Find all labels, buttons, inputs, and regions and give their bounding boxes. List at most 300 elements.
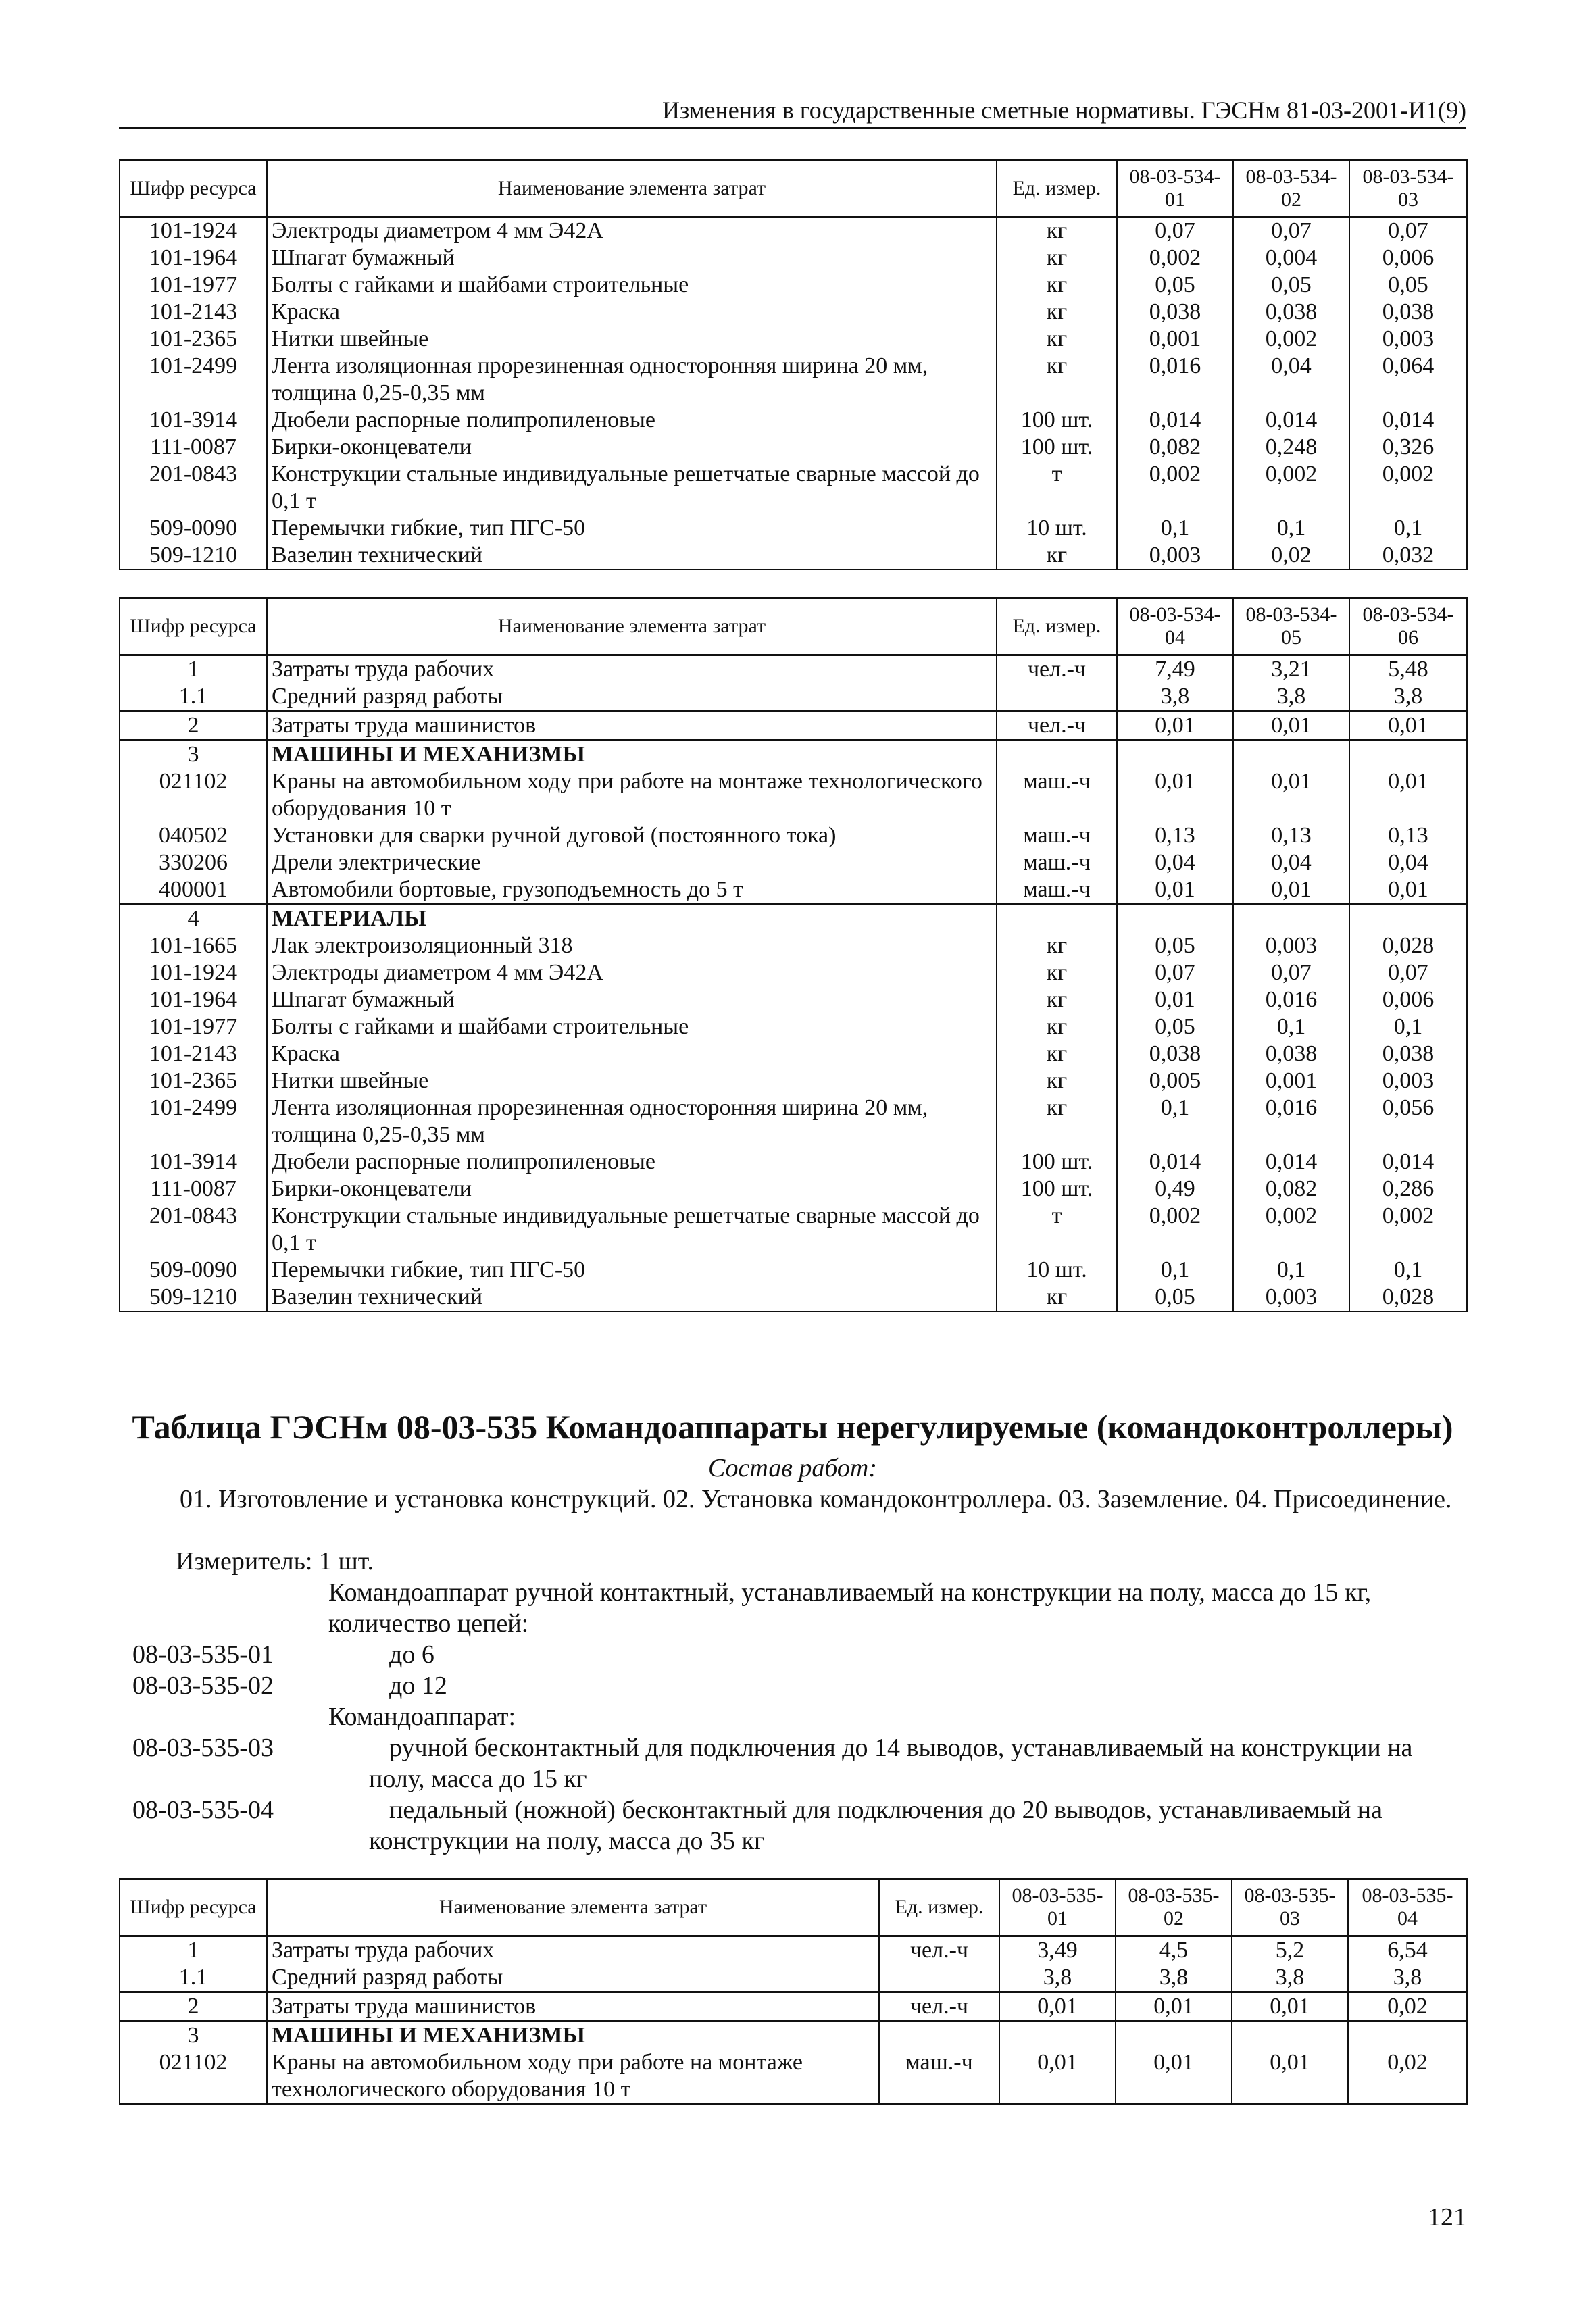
- row-code: 101-3914: [120, 1149, 267, 1176]
- row-name: Болты с гайками и шайбами строительные: [267, 272, 997, 299]
- header-code: Шифр ресурса: [120, 1879, 267, 1936]
- row-code: 1.1: [120, 683, 267, 711]
- row-unit: кг: [997, 542, 1117, 570]
- row-unit: кг: [997, 1095, 1117, 1149]
- row-value-1: 0,05: [1117, 932, 1233, 959]
- row-value-3: 0,326: [1349, 434, 1467, 461]
- row-name: МАТЕРИАЛЫ: [267, 904, 997, 932]
- row-name: Краны на автомобильном ходу при работе на монтаже технологического оборудования 10 т: [267, 2049, 879, 2104]
- row-name: Затраты труда машинистов: [267, 1992, 879, 2021]
- table-row: [120, 1149, 1467, 1176]
- row-code: 101-2365: [120, 1067, 267, 1095]
- table-row: [120, 272, 1467, 299]
- row-code: 201-0843: [120, 461, 267, 515]
- row-value-2: [1116, 2021, 1232, 2049]
- row-name: Затраты труда рабочих: [267, 655, 997, 683]
- row-value-2: 0,003: [1233, 1284, 1349, 1311]
- table-row: [120, 711, 1467, 740]
- row-unit: кг: [997, 217, 1117, 245]
- row-value-4: [1348, 2021, 1467, 2049]
- row-name: Нитки швейные: [267, 326, 997, 353]
- row-code: 101-2143: [120, 1040, 267, 1067]
- row-value-1: [999, 2021, 1116, 2049]
- row-code: 509-1210: [120, 542, 267, 570]
- row-code: 2: [120, 1992, 267, 2021]
- table-row: [120, 1936, 1467, 1964]
- row-value-1: 0,002: [1117, 245, 1233, 272]
- code-08-03-535-04: 08-03-535-04: [132, 1796, 274, 1824]
- row-unit: [879, 2021, 999, 2049]
- row-value-1: 0,01: [999, 1992, 1116, 2021]
- row-value-2: 0,01: [1233, 876, 1349, 905]
- row-code: 1: [120, 655, 267, 683]
- row-value-2: 0,038: [1233, 1040, 1349, 1067]
- header-name: Наименование элемента затрат: [267, 160, 997, 217]
- code-08-03-535-03: 08-03-535-03: [132, 1734, 274, 1762]
- header-col-2: 08-03-534-05: [1233, 598, 1349, 655]
- table-row: [120, 217, 1467, 245]
- row-value-3: 0,003: [1349, 326, 1467, 353]
- header-col-3: 08-03-534-06: [1349, 598, 1467, 655]
- composition-title: Состав работ:: [707, 1454, 878, 1482]
- row-code: 3: [120, 740, 267, 768]
- row-value-3: 5,2: [1232, 1936, 1348, 1964]
- row-value-3: 0,1: [1349, 515, 1467, 542]
- row-code: 2: [120, 711, 267, 740]
- table-row: [120, 353, 1467, 407]
- row-name: Вазелин технический: [267, 542, 997, 570]
- row-value-1: 3,8: [999, 1964, 1116, 1992]
- table-row: [120, 1284, 1467, 1311]
- row-unit: маш.-ч: [997, 876, 1117, 905]
- row-name: Дрели электрические: [267, 849, 997, 876]
- row-name: Перемычки гибкие, тип ПГС-50: [267, 1257, 997, 1284]
- row-name: Средний разряд работы: [267, 683, 997, 711]
- row-code: 400001: [120, 876, 267, 905]
- row-value-3: 0,014: [1349, 407, 1467, 434]
- row-code: 021102: [120, 768, 267, 822]
- row-value-3: [1232, 2021, 1348, 2049]
- table-row: [120, 299, 1467, 326]
- row-value-4: 0,02: [1348, 1992, 1467, 2021]
- row-value-3: 0,01: [1349, 768, 1467, 822]
- row-value-3: [1349, 740, 1467, 768]
- row-value-1: 0,005: [1117, 1067, 1233, 1095]
- row-value-2: 0,004: [1233, 245, 1349, 272]
- row-name: Вазелин технический: [267, 1284, 997, 1311]
- row-value-2: 0,01: [1116, 2049, 1232, 2104]
- table-row: [120, 2049, 1467, 2104]
- row-name: Установки для сварки ручной дуговой (постоянного тока): [267, 822, 997, 849]
- row-value-3: 0,006: [1349, 986, 1467, 1013]
- row-code: 4: [120, 904, 267, 932]
- row-code: 111-0087: [120, 434, 267, 461]
- table-row: [120, 849, 1467, 876]
- row-name: Лак электроизоляционный 318: [267, 932, 997, 959]
- table-row: [120, 740, 1467, 768]
- row-value-1: 0,038: [1117, 1040, 1233, 1067]
- row-unit: 100 шт.: [997, 407, 1117, 434]
- row-value-3: 0,028: [1349, 1284, 1467, 1311]
- row-value-3: 0,07: [1349, 959, 1467, 986]
- row-value-3: 0,13: [1349, 822, 1467, 849]
- header-col-2: 08-03-534-02: [1233, 160, 1349, 217]
- table-row: [120, 542, 1467, 570]
- table-row: [120, 245, 1467, 272]
- item-08-03-535-01: до 6: [389, 1640, 434, 1669]
- row-value-3: 0,028: [1349, 932, 1467, 959]
- row-unit: т: [997, 1203, 1117, 1257]
- row-name: Затраты труда рабочих: [267, 1936, 879, 1964]
- row-name: Средний разряд работы: [267, 1964, 879, 1992]
- row-value-2: 0,1: [1233, 1257, 1349, 1284]
- row-unit: кг: [997, 272, 1117, 299]
- row-unit: маш.-ч: [997, 849, 1117, 876]
- measurer: Измеритель: 1 шт.: [176, 1547, 374, 1576]
- row-value-3: 0,04: [1349, 849, 1467, 876]
- table-row: [120, 876, 1467, 905]
- row-value-1: 0,49: [1117, 1176, 1233, 1203]
- row-value-1: 0,002: [1117, 461, 1233, 515]
- header-name: Наименование элемента затрат: [267, 1879, 879, 1936]
- row-unit: кг: [997, 326, 1117, 353]
- row-name: Краска: [267, 299, 997, 326]
- row-code: 101-1665: [120, 932, 267, 959]
- row-unit: 100 шт.: [997, 434, 1117, 461]
- row-value-2: 4,5: [1116, 1936, 1232, 1964]
- row-value-4: 0,02: [1348, 2049, 1467, 2104]
- header-code: Шифр ресурса: [120, 160, 267, 217]
- item-08-03-535-04: педальный (ножной) бесконтактный для подключения до 20 выводов, устанавливаемый на конструкции на полу, масса до 35 кг: [369, 1796, 1382, 1855]
- row-unit: кг: [997, 932, 1117, 959]
- row-value-1: 0,1: [1117, 1257, 1233, 1284]
- row-name: МАШИНЫ И МЕХАНИЗМЫ: [267, 740, 997, 768]
- row-value-1: 0,01: [1117, 768, 1233, 822]
- row-code: 101-1924: [120, 217, 267, 245]
- table-row: [120, 1203, 1467, 1257]
- row-value-2: 0,01: [1116, 1992, 1232, 2021]
- table-row: [120, 932, 1467, 959]
- row-code: 201-0843: [120, 1203, 267, 1257]
- row-value-1: 0,07: [1117, 217, 1233, 245]
- table-row: [120, 1964, 1467, 1992]
- row-value-2: 0,002: [1233, 1203, 1349, 1257]
- row-code: 101-1977: [120, 272, 267, 299]
- table-row: [120, 655, 1467, 683]
- row-value-1: 0,01: [999, 2049, 1116, 2104]
- row-value-3: 0,1: [1349, 1013, 1467, 1040]
- row-value-3: 3,8: [1232, 1964, 1348, 1992]
- row-value-3: 0,286: [1349, 1176, 1467, 1203]
- row-unit: чел.-ч: [879, 1936, 999, 1964]
- row-name: Нитки швейные: [267, 1067, 997, 1095]
- row-value-2: 0,248: [1233, 434, 1349, 461]
- row-code: 101-2499: [120, 353, 267, 407]
- row-code: 101-2499: [120, 1095, 267, 1149]
- resource-table-535: [119, 1878, 1468, 2105]
- row-code: 101-1924: [120, 959, 267, 986]
- row-unit: кг: [997, 353, 1117, 407]
- row-value-1: 3,8: [1117, 683, 1233, 711]
- row-value-2: 0,016: [1233, 986, 1349, 1013]
- row-name: Автомобили бортовые, грузоподъемность до 5 т: [267, 876, 997, 905]
- table-row: [120, 461, 1467, 515]
- table-row: [120, 2021, 1467, 2049]
- row-value-1: 0,038: [1117, 299, 1233, 326]
- row-value-1: [1117, 740, 1233, 768]
- header-col-1: 08-03-534-04: [1117, 598, 1233, 655]
- code-08-03-535-01: 08-03-535-01: [132, 1640, 274, 1669]
- row-value-1: 0,014: [1117, 407, 1233, 434]
- row-value-3: 0,006: [1349, 245, 1467, 272]
- row-value-2: 0,01: [1233, 711, 1349, 740]
- row-value-1: 0,05: [1117, 1284, 1233, 1311]
- row-code: 509-0090: [120, 515, 267, 542]
- row-code: 509-1210: [120, 1284, 267, 1311]
- row-value-3: 0,07: [1349, 217, 1467, 245]
- row-name: Дюбели распорные полипропиленовые: [267, 1149, 997, 1176]
- row-value-1: 0,01: [1117, 711, 1233, 740]
- row-code: 101-1964: [120, 245, 267, 272]
- row-value-3: [1349, 904, 1467, 932]
- resource-table-534-01-03: [119, 159, 1468, 570]
- row-code: 101-2365: [120, 326, 267, 353]
- row-name: Лента изоляционная прорезиненная односторонняя ширина 20 мм, толщина 0,25-0,35 мм: [267, 1095, 997, 1149]
- row-value-2: [1233, 904, 1349, 932]
- row-unit: маш.-ч: [997, 768, 1117, 822]
- item-08-03-535-02: до 12: [389, 1671, 447, 1700]
- header-code: Шифр ресурса: [120, 598, 267, 655]
- row-name: Лента изоляционная прорезиненная односторонняя ширина 20 мм, толщина 0,25-0,35 мм: [267, 353, 997, 407]
- row-value-1: 0,01: [1117, 986, 1233, 1013]
- row-value-3: 0,01: [1349, 876, 1467, 905]
- row-value-3: 0,002: [1349, 1203, 1467, 1257]
- row-value-1: 0,1: [1117, 515, 1233, 542]
- row-unit: 10 шт.: [997, 515, 1117, 542]
- row-value-2: 3,8: [1116, 1964, 1232, 1992]
- row-code: 021102: [120, 2049, 267, 2104]
- table-row: [120, 959, 1467, 986]
- row-unit: 10 шт.: [997, 1257, 1117, 1284]
- row-value-2: 0,07: [1233, 217, 1349, 245]
- code-08-03-535-02: 08-03-535-02: [132, 1671, 274, 1700]
- row-code: 1: [120, 1936, 267, 1964]
- row-value-2: 0,05: [1233, 272, 1349, 299]
- row-value-3: 0,064: [1349, 353, 1467, 407]
- row-code: 1.1: [120, 1964, 267, 1992]
- row-value-2: 0,082: [1233, 1176, 1349, 1203]
- row-code: 101-3914: [120, 407, 267, 434]
- row-unit: маш.-ч: [997, 822, 1117, 849]
- row-value-4: 3,8: [1348, 1964, 1467, 1992]
- row-value-1: 0,04: [1117, 849, 1233, 876]
- resource-table-534-04-06: [119, 597, 1468, 1312]
- row-name: Краны на автомобильном ходу при работе на монтаже технологического оборудования 10 т: [267, 768, 997, 822]
- row-value-2: 0,07: [1233, 959, 1349, 986]
- table-row: [120, 515, 1467, 542]
- table-row: [120, 768, 1467, 822]
- row-value-1: 0,003: [1117, 542, 1233, 570]
- row-value-3: 0,05: [1349, 272, 1467, 299]
- table-row: [120, 326, 1467, 353]
- row-value-2: 0,02: [1233, 542, 1349, 570]
- row-unit: кг: [997, 1284, 1117, 1311]
- header-col-3: 08-03-534-03: [1349, 160, 1467, 217]
- row-name: МАШИНЫ И МЕХАНИЗМЫ: [267, 2021, 879, 2049]
- row-unit: [997, 904, 1117, 932]
- row-value-2: 0,04: [1233, 353, 1349, 407]
- row-name: Электроды диаметром 4 мм Э42А: [267, 217, 997, 245]
- description-command-apparatus: Командоаппарат:: [328, 1703, 516, 1731]
- row-unit: чел.-ч: [879, 1992, 999, 2021]
- row-unit: кг: [997, 1013, 1117, 1040]
- row-name: Перемычки гибкие, тип ПГС-50: [267, 515, 997, 542]
- table-row: [120, 1095, 1467, 1149]
- row-value-1: 0,01: [1117, 876, 1233, 905]
- row-value-2: 0,038: [1233, 299, 1349, 326]
- table-row: [120, 904, 1467, 932]
- row-name: Шпагат бумажный: [267, 986, 997, 1013]
- row-value-1: 0,05: [1117, 1013, 1233, 1040]
- row-code: 509-0090: [120, 1257, 267, 1284]
- row-name: Конструкции стальные индивидуальные решетчатые сварные массой до 0,1 т: [267, 1203, 997, 1257]
- row-name: Дюбели распорные полипропиленовые: [267, 407, 997, 434]
- row-value-1: 0,07: [1117, 959, 1233, 986]
- row-value-2: [1233, 740, 1349, 768]
- row-name: Затраты труда машинистов: [267, 711, 997, 740]
- page-header: Изменения в государственные сметные нормативы. ГЭСНм 81-03-2001-И1(9): [119, 95, 1466, 129]
- table-row: [120, 986, 1467, 1013]
- row-name: Шпагат бумажный: [267, 245, 997, 272]
- row-code: 111-0087: [120, 1176, 267, 1203]
- row-unit: т: [997, 461, 1117, 515]
- header-unit: Ед. измер.: [879, 1879, 999, 1936]
- table-row: [120, 822, 1467, 849]
- header-col-2: 08-03-535-02: [1116, 1879, 1232, 1936]
- row-value-2: 0,014: [1233, 1149, 1349, 1176]
- row-value-1: 0,001: [1117, 326, 1233, 353]
- row-value-2: 0,1: [1233, 515, 1349, 542]
- composition-text: 01. Изготовление и установка конструкций. 02. Установка командоконтроллера. 03. Заземление. 04. Присоединение.: [180, 1485, 1452, 1513]
- table-row: [120, 1992, 1467, 2021]
- page-number: 121: [1428, 2203, 1466, 2232]
- header-name: Наименование элемента затрат: [267, 598, 997, 655]
- row-value-2: 0,13: [1233, 822, 1349, 849]
- description-manual-contact: Командоаппарат ручной контактный, устанавливаемый на конструкции на полу, масса до 15 кг, количество цепей:: [328, 1578, 1372, 1638]
- row-value-1: 0,014: [1117, 1149, 1233, 1176]
- row-code: 101-1977: [120, 1013, 267, 1040]
- row-value-4: 6,54: [1348, 1936, 1467, 1964]
- row-unit: [879, 1964, 999, 1992]
- row-unit: 100 шт.: [997, 1176, 1117, 1203]
- row-unit: маш.-ч: [879, 2049, 999, 2104]
- row-value-2: 0,014: [1233, 407, 1349, 434]
- row-unit: кг: [997, 299, 1117, 326]
- row-code: 330206: [120, 849, 267, 876]
- row-unit: кг: [997, 959, 1117, 986]
- row-value-2: 0,01: [1233, 768, 1349, 822]
- row-unit: кг: [997, 245, 1117, 272]
- row-value-2: 3,21: [1233, 655, 1349, 683]
- row-value-2: 0,04: [1233, 849, 1349, 876]
- row-value-3: 0,01: [1232, 2049, 1348, 2104]
- row-value-3: 0,002: [1349, 461, 1467, 515]
- row-name: Бирки-оконцеватели: [267, 434, 997, 461]
- row-value-3: 3,8: [1349, 683, 1467, 711]
- item-08-03-535-03: ручной бесконтактный для подключения до 14 выводов, устанавливаемый на конструкции на полу, масса до 15 кг: [369, 1734, 1413, 1793]
- row-unit: кг: [997, 1067, 1117, 1095]
- row-code: 101-1964: [120, 986, 267, 1013]
- row-value-3: 0,01: [1232, 1992, 1348, 2021]
- row-name: Краска: [267, 1040, 997, 1067]
- row-value-3: 0,003: [1349, 1067, 1467, 1095]
- row-value-1: 3,49: [999, 1936, 1116, 1964]
- row-unit: 100 шт.: [997, 1149, 1117, 1176]
- row-value-3: 0,056: [1349, 1095, 1467, 1149]
- row-value-3: 0,1: [1349, 1257, 1467, 1284]
- row-value-3: 0,038: [1349, 1040, 1467, 1067]
- row-name: Конструкции стальные индивидуальные решетчатые сварные массой до 0,1 т: [267, 461, 997, 515]
- row-name: Болты с гайками и шайбами строительные: [267, 1013, 997, 1040]
- row-value-2: 0,003: [1233, 932, 1349, 959]
- header-col-3: 08-03-535-03: [1232, 1879, 1348, 1936]
- row-value-3: 0,032: [1349, 542, 1467, 570]
- row-value-1: 0,05: [1117, 272, 1233, 299]
- header-unit: Ед. измер.: [997, 160, 1117, 217]
- row-value-1: 0,082: [1117, 434, 1233, 461]
- table-row: [120, 1040, 1467, 1067]
- row-code: 101-2143: [120, 299, 267, 326]
- section-title: Таблица ГЭСНм 08-03-535 Командоаппараты нерегулируемые (командоконтроллеры): [132, 1408, 1453, 1446]
- row-value-1: 0,13: [1117, 822, 1233, 849]
- row-name: Электроды диаметром 4 мм Э42А: [267, 959, 997, 986]
- header-col-4: 08-03-535-04: [1348, 1879, 1467, 1936]
- row-value-3: 0,038: [1349, 299, 1467, 326]
- row-unit: чел.-ч: [997, 711, 1117, 740]
- row-unit: чел.-ч: [997, 655, 1117, 683]
- row-value-2: 0,001: [1233, 1067, 1349, 1095]
- row-name: Бирки-оконцеватели: [267, 1176, 997, 1203]
- row-value-2: 0,016: [1233, 1095, 1349, 1149]
- header-col-1: 08-03-535-01: [999, 1879, 1116, 1936]
- row-value-3: 0,014: [1349, 1149, 1467, 1176]
- table-row: [120, 1067, 1467, 1095]
- row-value-3: 5,48: [1349, 655, 1467, 683]
- table-row: [120, 1257, 1467, 1284]
- row-unit: кг: [997, 986, 1117, 1013]
- header-unit: Ед. измер.: [997, 598, 1117, 655]
- row-code: 3: [120, 2021, 267, 2049]
- row-value-2: 0,1: [1233, 1013, 1349, 1040]
- row-value-1: 0,016: [1117, 353, 1233, 407]
- row-value-1: [1117, 904, 1233, 932]
- row-value-2: 3,8: [1233, 683, 1349, 711]
- row-unit: кг: [997, 1040, 1117, 1067]
- row-unit: [997, 740, 1117, 768]
- row-value-1: 7,49: [1117, 655, 1233, 683]
- row-unit: [997, 683, 1117, 711]
- table-row: [120, 683, 1467, 711]
- row-code: 040502: [120, 822, 267, 849]
- table-row: [120, 1013, 1467, 1040]
- row-value-3: 0,01: [1349, 711, 1467, 740]
- row-value-1: 0,1: [1117, 1095, 1233, 1149]
- table-row: [120, 1176, 1467, 1203]
- row-value-2: 0,002: [1233, 326, 1349, 353]
- header-col-1: 08-03-534-01: [1117, 160, 1233, 217]
- table-row: [120, 434, 1467, 461]
- table-row: [120, 407, 1467, 434]
